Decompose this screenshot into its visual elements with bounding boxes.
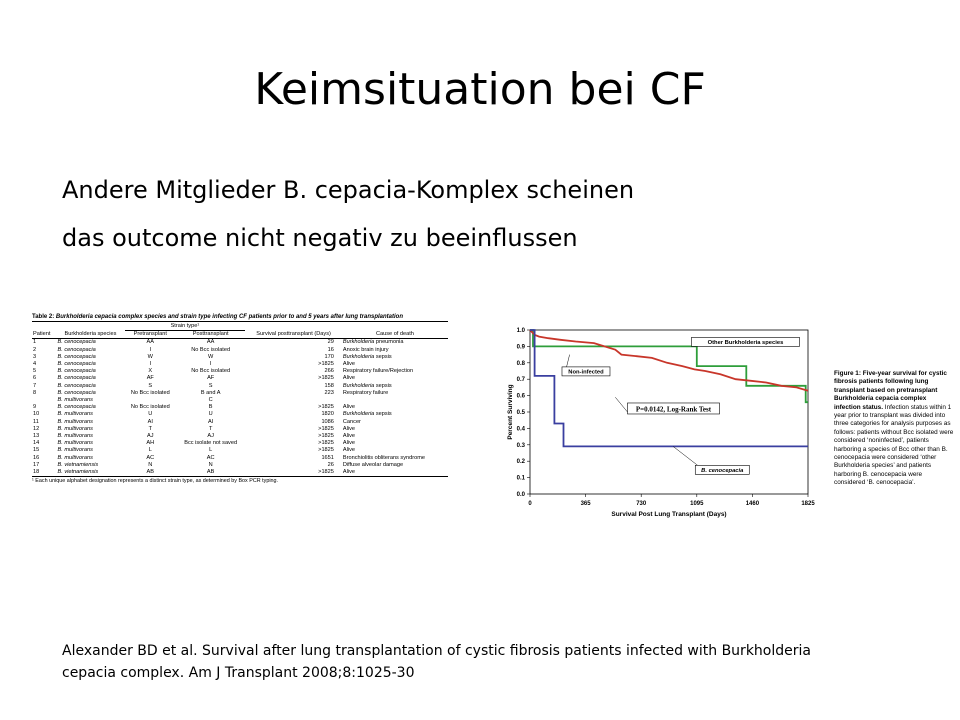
table-cell: 5 xyxy=(33,368,37,375)
table-cell: Bronchiolitis obliterans syndrome xyxy=(342,454,425,461)
table-header-cell: Posttransplant xyxy=(176,331,245,339)
table-cell: >1825 xyxy=(318,375,334,382)
table-cell: Burkholderia sepsis xyxy=(342,382,392,389)
table-cell: 1086 xyxy=(321,418,334,425)
table-cell: B. multivorans xyxy=(57,418,93,425)
table-cell: No Bcc isolated xyxy=(130,404,170,411)
table-row xyxy=(32,375,448,382)
table-cell: AA xyxy=(146,339,155,346)
table-cell: 8 xyxy=(33,389,37,396)
table-cell: B. multivorans xyxy=(57,425,93,432)
x-tick-label: 0 xyxy=(528,501,532,507)
table-cell: Cancer xyxy=(342,418,361,425)
body-text-line-1: Andere Mitglieder B. cepacia-Komplex scheinen xyxy=(62,176,635,204)
table-cell: AC xyxy=(206,454,215,461)
table-cell: Respiratory failure xyxy=(342,389,389,396)
table-cell xyxy=(32,397,56,404)
table-row xyxy=(32,397,448,404)
table-cell: U xyxy=(148,411,153,418)
table-cell: B. vietnamiensis xyxy=(57,461,99,468)
table-cell: I xyxy=(149,361,152,368)
table-cell: 9 xyxy=(33,404,37,411)
table-cell: 2 xyxy=(33,346,37,353)
table-cell: W xyxy=(147,353,153,360)
table-cell: Burkholderia pneumonia xyxy=(342,339,404,346)
table-cell: 7 xyxy=(33,382,37,389)
x-tick-label: 1825 xyxy=(801,501,815,507)
table-cell: 10 xyxy=(33,411,40,418)
citation-line-2: cepacia complex. Am J Transplant 2008;8:1025-30 xyxy=(62,665,415,681)
table-row xyxy=(32,426,448,433)
table-cell: Diffuse alveolar damage xyxy=(342,461,404,468)
table-cell: 18 xyxy=(33,469,40,476)
y-axis-label: Percent Surviving xyxy=(507,384,514,440)
table-cell: Alive xyxy=(342,447,356,454)
table-cell: B. multivorans xyxy=(57,447,93,454)
figure-caption-title: Figure 1: Five-year survival for cystic fibrosis patients following lung transplant based on pretransplant Burkholderia cepacia complex infection status. xyxy=(834,370,947,411)
table-cell: Bcc isolate not saved xyxy=(184,440,238,447)
table-cell: AB xyxy=(206,469,215,476)
figure-caption xyxy=(834,370,954,488)
table-cell: 6 xyxy=(33,375,37,382)
table-row xyxy=(32,411,448,418)
table-row xyxy=(32,440,448,447)
table-cell: Alive xyxy=(342,361,356,368)
table-cell: U xyxy=(208,411,213,418)
p-value-annotation: P=0.0142, Log-Rank Test xyxy=(635,405,712,414)
table-cell: >1825 xyxy=(318,361,334,368)
table-row xyxy=(32,404,448,411)
legend-other-burkholderia: Other Burkholderia species xyxy=(707,339,784,346)
table-row xyxy=(32,390,448,397)
table-row xyxy=(32,447,448,454)
table-cell: L xyxy=(148,447,152,454)
table-cell: 13 xyxy=(33,433,40,440)
table-footnote: ¹ Each unique alphabet designation represents a distinct strain type, as determined by Box PCR typing. xyxy=(32,478,279,485)
table-cell: >1825 xyxy=(318,433,334,440)
table-cell: L xyxy=(209,447,213,454)
y-tick-label: 0.1 xyxy=(516,475,525,482)
table-cell: B. cenocepacia xyxy=(57,353,96,360)
table-cell: B. cenocepacia xyxy=(57,389,96,396)
table-cell: 29 xyxy=(327,339,334,346)
table-cell: AJ xyxy=(207,433,214,440)
table-row xyxy=(32,339,448,347)
y-tick-label: 0.5 xyxy=(516,410,525,416)
table-cell: X xyxy=(148,368,153,375)
table-cell: AH xyxy=(146,440,155,447)
table-cell: >1825 xyxy=(318,440,334,447)
table-cell: W xyxy=(208,353,214,360)
table-row xyxy=(32,347,448,354)
citation xyxy=(62,640,922,684)
table-cell: 12 xyxy=(33,425,40,432)
table-cell: No Bcc isolated xyxy=(191,368,231,375)
table-cell: 16 xyxy=(327,346,334,353)
table-group-header: Strain type¹ xyxy=(125,323,246,331)
table-cell: AC xyxy=(146,454,155,461)
table-cell: 158 xyxy=(324,382,334,389)
table-row xyxy=(32,455,448,462)
table-header-cell: Burkholderia species xyxy=(56,331,124,339)
table-cell: B. cenocepacia xyxy=(57,368,96,375)
x-tick-label: 1460 xyxy=(745,501,760,507)
table-cell: No Bcc isolated xyxy=(130,389,170,396)
table-header-cell: Survival posttransplant (Days) xyxy=(245,331,342,339)
table-cell: AI xyxy=(147,418,153,425)
table-cell: AI xyxy=(208,418,214,425)
table-cell: 266 xyxy=(324,368,334,375)
table-row xyxy=(32,419,448,426)
table-cell: 1 xyxy=(33,339,37,346)
table-cell: 4 xyxy=(33,361,37,368)
table-cell: Burkholderia sepsis xyxy=(342,353,392,360)
table-cell: 11 xyxy=(33,418,39,425)
y-tick-label: 0.2 xyxy=(516,459,525,466)
table-cell xyxy=(245,397,342,404)
y-tick-label: 0.8 xyxy=(516,360,525,367)
table-cell: B. multivorans xyxy=(57,397,93,404)
table-cell: Respiratory failure/Rejection xyxy=(342,368,414,375)
table-cell: AA xyxy=(206,339,215,346)
table-cell: Alive xyxy=(342,433,356,440)
table-cell: B xyxy=(208,404,213,411)
table-cell: Anoxic brain injury xyxy=(342,346,389,353)
table-cell: Alive xyxy=(342,425,356,432)
table-cell xyxy=(125,397,177,404)
table-cell: B. multivorans xyxy=(57,440,93,447)
table-cell: 14 xyxy=(33,440,40,447)
table-header-cell: Cause of death xyxy=(342,331,448,339)
legend-b-cenocepacia: B. cenocepacia xyxy=(701,467,744,474)
table-cell: C xyxy=(208,397,213,404)
table-cell: 3 xyxy=(33,353,37,360)
table-cell: T xyxy=(148,425,152,432)
body-text-line-2: das outcome nicht negativ zu beeinflussen xyxy=(62,224,578,252)
table-cell: AJ xyxy=(147,433,154,440)
table-cell: B. cenocepacia xyxy=(57,375,96,382)
table-row xyxy=(32,469,448,476)
table-row xyxy=(32,354,448,361)
table-cell: N xyxy=(208,461,213,468)
table-cell: Alive xyxy=(342,375,356,382)
table-caption-label: Table 2: xyxy=(32,314,55,320)
table-cell: 26 xyxy=(327,461,334,468)
table-cell: N xyxy=(148,461,153,468)
table-cell: AB xyxy=(146,469,155,476)
table-cell: B. multivorans xyxy=(57,454,93,461)
table-cell: 170 xyxy=(324,353,334,360)
table-cell: 17 xyxy=(33,461,40,468)
y-tick-label: 0.7 xyxy=(516,377,525,384)
table-cell: I xyxy=(209,361,212,368)
table-cell: B. multivorans xyxy=(57,411,93,418)
table-cell: S xyxy=(148,382,153,389)
table-cell: B. cenocepacia xyxy=(57,361,96,368)
table-body xyxy=(32,339,448,476)
strain-type-table xyxy=(32,314,448,530)
table-cell: 1820 xyxy=(321,411,334,418)
table-cell: Alive xyxy=(342,469,356,476)
legend-non-infected: Non-infected xyxy=(568,369,604,376)
table-cell: Burkholderia sepsis xyxy=(342,411,392,418)
table-row xyxy=(32,383,448,390)
table-cell: AF xyxy=(146,375,154,382)
y-tick-label: 0.0 xyxy=(516,492,525,498)
table-cell: B. vietnamiensis xyxy=(57,469,99,476)
table-cell: 223 xyxy=(324,389,334,396)
y-tick-label: 1.0 xyxy=(516,328,525,334)
y-tick-label: 0.3 xyxy=(516,442,525,449)
x-tick-label: 1095 xyxy=(690,501,704,507)
table-row xyxy=(32,368,448,375)
citation-line-1: Alexander BD et al. Survival after lung transplantation of cystic fibrosis patients infected with Burkholderia xyxy=(62,643,811,659)
table-cell: B. cenocepacia xyxy=(57,339,96,346)
table-cell: 16 xyxy=(33,454,40,461)
table-cell xyxy=(342,397,448,404)
table-cell: >1825 xyxy=(318,447,334,454)
table-cell: B and A xyxy=(200,389,221,396)
y-tick-label: 0.4 xyxy=(516,426,525,433)
table-header-cell: Patient xyxy=(32,331,56,339)
table-row xyxy=(32,433,448,440)
table-cell: >1825 xyxy=(318,469,334,476)
y-tick-label: 0.9 xyxy=(516,344,525,351)
table-cell: I xyxy=(149,346,152,353)
table-cell: >1825 xyxy=(318,425,334,432)
x-axis-label: Survival Post Lung Transplant (Days) xyxy=(611,511,727,518)
x-tick-label: 730 xyxy=(636,501,647,507)
table-cell: AF xyxy=(207,375,215,382)
table-cell: S xyxy=(208,382,213,389)
table-caption-text: Burkholderia cepacia complex species and strain type infecting CF patients prior to and 5 years after lung transplantation xyxy=(55,314,403,320)
table-cell: B. cenocepacia xyxy=(57,382,96,389)
figure-caption-text: Infection status within 1 year prior to transplant was divided into three categories for analysis purposes as follows: patients without Bcc isolated were considered ‘noninfected’, patients harboring a species of Bcc other than B. cenocepacia were considered ‘other Burkholderia species’ and patients harboring B. cenocepacia were considered ‘B. cenocepacia’. xyxy=(834,403,954,487)
slide-title: Keimsituation bei CF xyxy=(254,64,706,115)
table-cell: >1825 xyxy=(318,404,334,411)
table-cell: B. multivorans xyxy=(57,433,93,440)
table-row xyxy=(32,462,448,469)
table-cell: Alive xyxy=(342,404,356,411)
table-header-cell: Pretransplant xyxy=(125,331,177,339)
table-cell: B. cenocepacia xyxy=(57,404,96,411)
table-cell: B. cenocepacia xyxy=(57,346,96,353)
x-tick-label: 365 xyxy=(580,501,591,507)
table-row xyxy=(32,361,448,368)
table-cell: 1651 xyxy=(321,454,334,461)
table-grid xyxy=(32,323,448,476)
y-tick-label: 0.6 xyxy=(516,393,525,400)
table-cell: Alive xyxy=(342,440,356,447)
table-caption xyxy=(32,314,448,322)
table-cell: T xyxy=(208,425,213,432)
table-cell: No Bcc isolated xyxy=(191,346,231,353)
table-cell: 15 xyxy=(33,447,40,454)
